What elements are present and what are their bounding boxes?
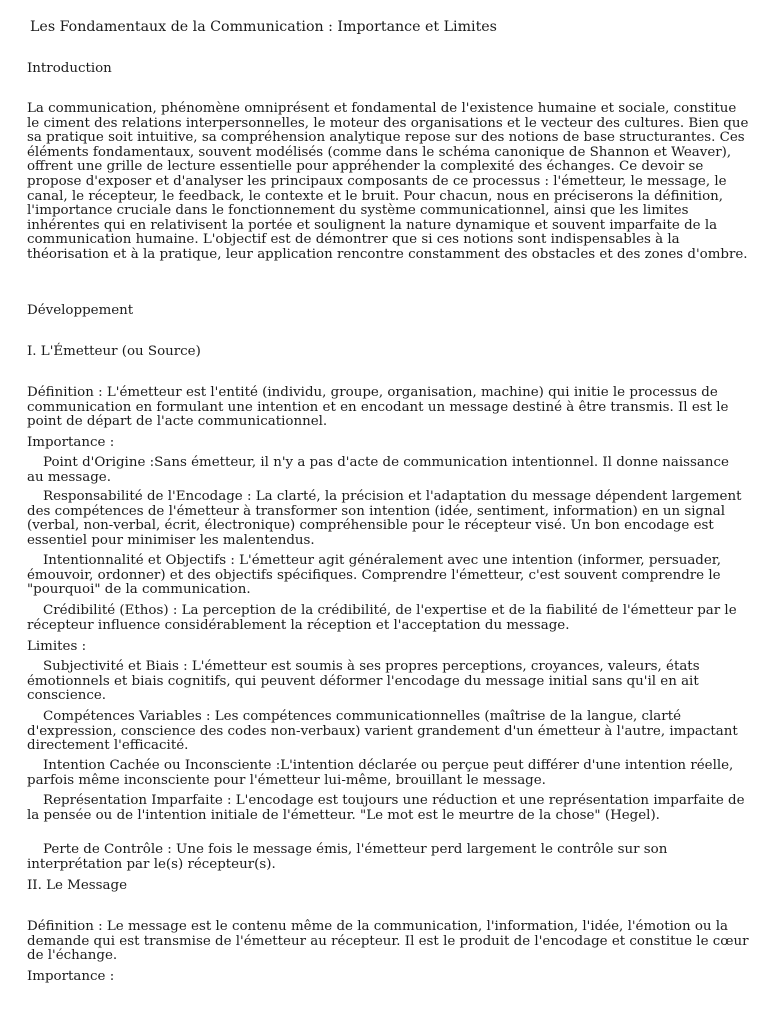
limit-item-hidden-intention: Intention Cachée ou Inconsciente :L'intention déclarée ou perçue peut différer d'une intention réelle, parfois même inconsciente pour l'émetteur lui-même, brouillant le message. <box>27 758 734 788</box>
section-2-importance-label: Importance : <box>27 969 115 984</box>
section-1-definition: Définition : L'émetteur est l'entité (individu, groupe, organisation, machine) qui initie le processus de communication en formulant une intention et en encodant un message destiné à être transmis. Il est le point de départ de l'acte communicationnel. <box>27 385 729 430</box>
section-1-importance-label: Importance : <box>27 435 115 450</box>
section-2-definition: Définition : Le message est le contenu même de la communication, l'information, l'idée, l'émotion ou la demande qui est transmise de l'émetteur au récepteur. Il est le produit de l'encodage et constitue le cœur de l'échange. <box>27 919 749 964</box>
importance-item-encoding: Responsabilité de l'Encodage : La clarté, la précision et l'adaptation du message dépendent largement des compétences de l'émetteur à transformer son intention (idée, sentiment, information) en un signal (verbal, non-verbal, écrit, électronique) compréhensible pour le récepteur visé. Un bon encodage est essentiel pour minimiser les malentendus. <box>27 489 742 548</box>
limit-item-subjectivity: Subjectivité et Biais : L'émetteur est soumis à ses propres perceptions, croyances, valeurs, états émotionnels et biais cognitifs, qui peuvent déformer l'encodage du message initial sans qu'il en ait conscience. <box>27 659 700 704</box>
document-title: Les Fondamentaux de la Communication : Importance et Limites <box>30 19 497 35</box>
development-heading: Développement <box>27 303 134 318</box>
section-1-limits-label: Limites : <box>27 639 87 654</box>
importance-item-credibility: Crédibilité (Ethos) : La perception de la crédibilité, de l'expertise et de la fiabilité de l'émetteur par le récepteur influence considérablement la réception et l'acceptation du message. <box>27 603 737 633</box>
limit-item-loss-of-control: Perte de Contrôle : Une fois le message émis, l'émetteur perd largement le contrôle sur son interprétation par le(s) récepteur(s). <box>27 842 668 872</box>
introduction-paragraph: La communication, phénomène omniprésent et fondamental de l'existence humaine et sociale, constitue le ciment des relations interpersonnelles, le moteur des organisations et le vecteur des cultures. Bien que sa pratique soit intuitive, sa compréhension analytique repose sur des notions de base structurantes. Ces éléments fondamentaux, souvent modélisés (comme dans le schéma canonique de Shannon et Weaver), offrent une grille de lecture essentielle pour appréhender la complexité des échanges. Ce devoir se propose d'exposer et d'analyser les principaux composants de ce processus : l'émetteur, le message, le canal, le récepteur, le feedback, le contexte et le bruit. Pour chacun, nous en préciserons la définition, l'importance cruciale dans le fonctionnement du système communicationnel, ainsi que les limites inhérentes qui en relativisent la portée et soulignent la nature dynamique et souvent imparfaite de la communication humaine. L'objectif est de démontrer que si ces notions sont indispensables à la théorisation et à la pratique, leur application rencontre constamment des obstacles et des zones d'ombre. <box>27 101 749 262</box>
section-2-heading: II. Le Message <box>27 878 128 893</box>
limit-item-competences: Compétences Variables : Les compétences communicationnelles (maîtrise de la langue, clarté d'expression, conscience des codes non-verbaux) varient grandement d'un émetteur à l'autre, impactant directement l'efficacité. <box>27 709 738 754</box>
introduction-heading: Introduction <box>27 61 112 76</box>
importance-item-origin: Point d'Origine :Sans émetteur, il n'y a pas d'acte de communication intentionnel. Il donne naissance au message. <box>27 455 729 485</box>
importance-item-intentionality: Intentionnalité et Objectifs : L'émetteur agit généralement avec une intention (informer, persuader, émouvoir, ordonner) et des objectifs spécifiques. Comprendre l'émetteur, c'est souvent comprendre le "pourquoi" de la communication. <box>27 553 721 598</box>
section-1-heading: I. L'Émetteur (ou Source) <box>27 344 201 359</box>
limit-item-representation: Représentation Imparfaite : L'encodage est toujours une réduction et une représentation imparfaite de la pensée ou de l'intention initiale de l'émetteur. "Le mot est le meurtre de la chose" (Hegel). <box>27 793 745 823</box>
